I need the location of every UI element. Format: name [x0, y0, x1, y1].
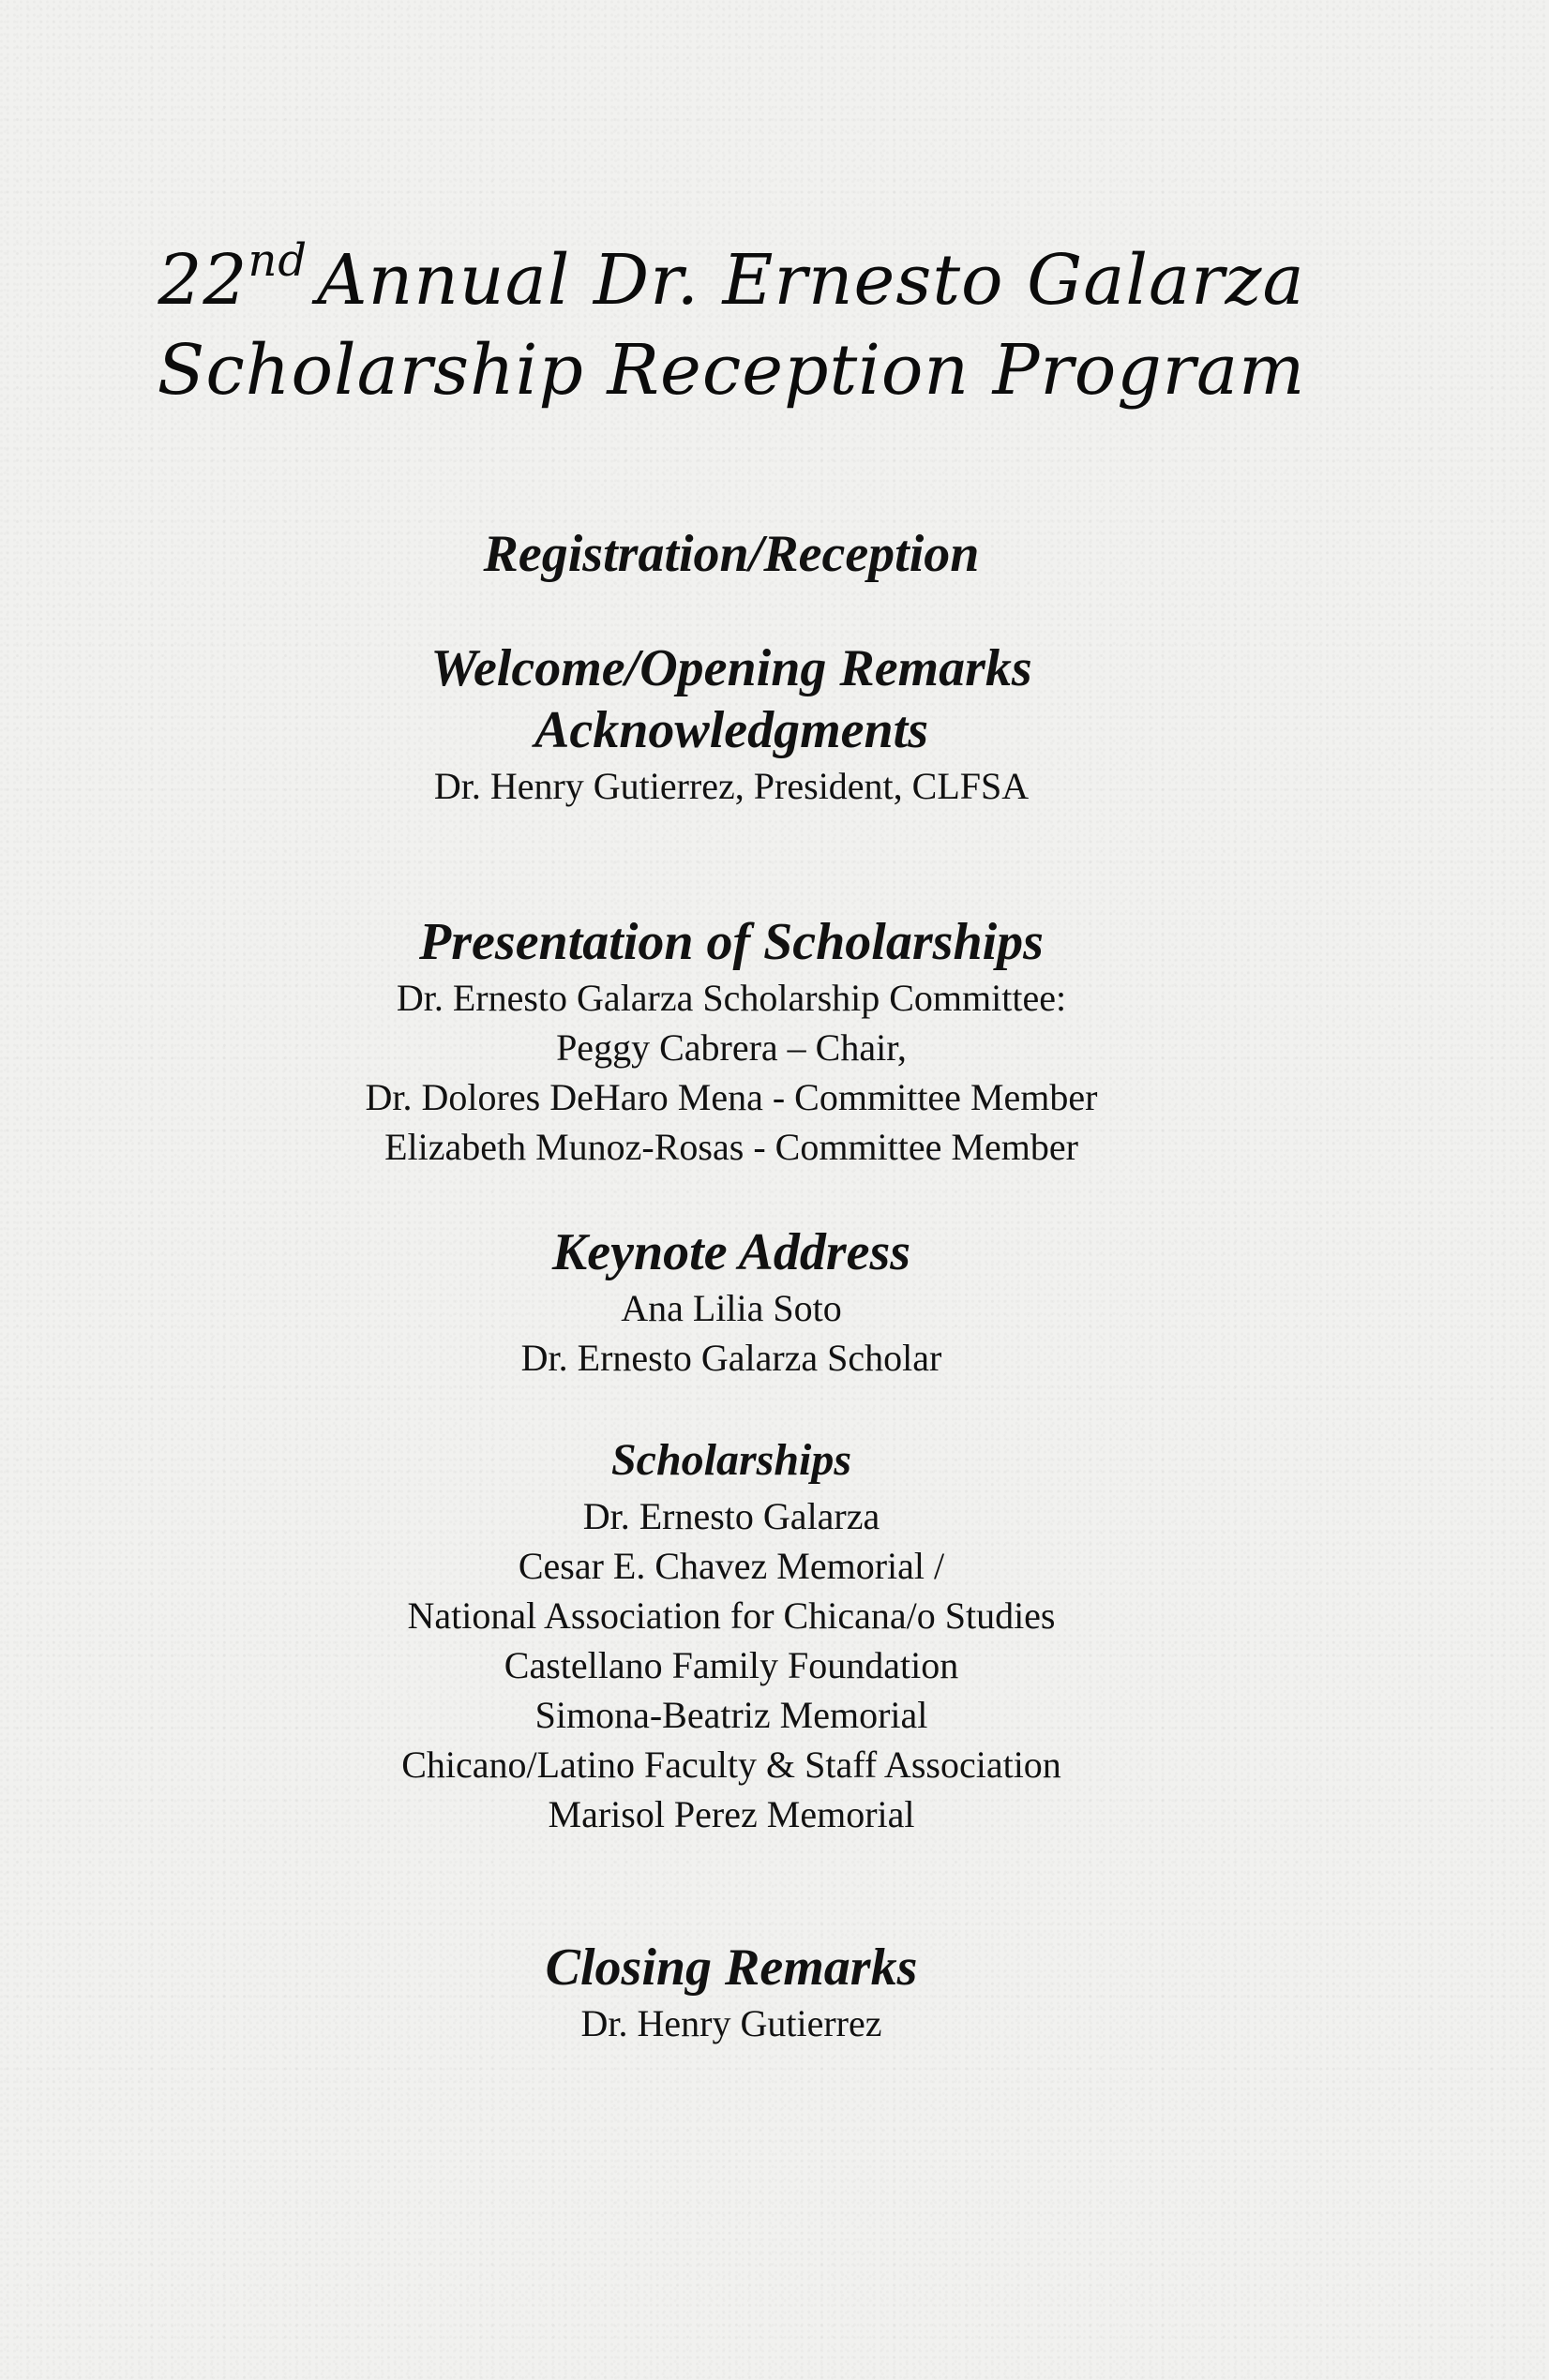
welcome-heading: Welcome/Opening Remarks [430, 639, 1032, 697]
section-registration [0, 523, 1463, 585]
closing-heading: Closing Remarks [545, 1938, 918, 1997]
scholarship-line: Chicano/Latino Faculty & Staff Association [401, 1744, 1061, 1786]
section-keynote [0, 1221, 1463, 1383]
title-line-1-text: Annual Dr. Ernesto Galarza [317, 240, 1305, 321]
scholarship-line: Dr. Ernesto Galarza [582, 1495, 880, 1537]
section-presentation [0, 911, 1463, 1172]
section-scholarships [0, 1429, 1463, 1839]
closing-line: Dr. Henry Gutierrez [580, 2002, 882, 2044]
registration-heading: Registration/Reception [483, 525, 980, 583]
presentation-line: Dr. Ernesto Galarza Scholarship Committee: [396, 977, 1067, 1019]
scholarship-line: Marisol Perez Memorial [548, 1793, 915, 1835]
presentation-line: Dr. Dolores DeHaro Mena - Committee Member [365, 1076, 1098, 1118]
title-line-2: Scholarship Reception Program [157, 330, 1306, 411]
title-line-1 [0, 234, 1463, 321]
scholarship-line: Cesar E. Chavez Memorial / [518, 1545, 945, 1587]
title-number: 22 [158, 240, 248, 321]
scholarship-line: Simona-Beatriz Memorial [534, 1694, 928, 1736]
section-closing [0, 1937, 1463, 2048]
welcome-line: Dr. Henry Gutierrez, President, CLFSA [433, 765, 1030, 807]
scholarships-heading: Scholarships [610, 1435, 852, 1485]
scholarship-line: Castellano Family Foundation [504, 1644, 959, 1686]
presentation-line: Peggy Cabrera – Chair, [556, 1026, 907, 1069]
keynote-line: Dr. Ernesto Galarza Scholar [520, 1337, 942, 1379]
scholarship-line: National Association for Chicana/o Studies [407, 1594, 1056, 1637]
keynote-heading: Keynote Address [551, 1223, 911, 1281]
section-welcome [0, 637, 1463, 811]
presentation-heading: Presentation of Scholarships [419, 913, 1044, 971]
acknowledgments-heading: Acknowledgments [534, 701, 929, 759]
keynote-line: Ana Lilia Soto [621, 1287, 842, 1329]
title-ordinal-suffix: nd [248, 234, 308, 287]
presentation-line: Elizabeth Munoz-Rosas - Committee Member [384, 1126, 1078, 1168]
